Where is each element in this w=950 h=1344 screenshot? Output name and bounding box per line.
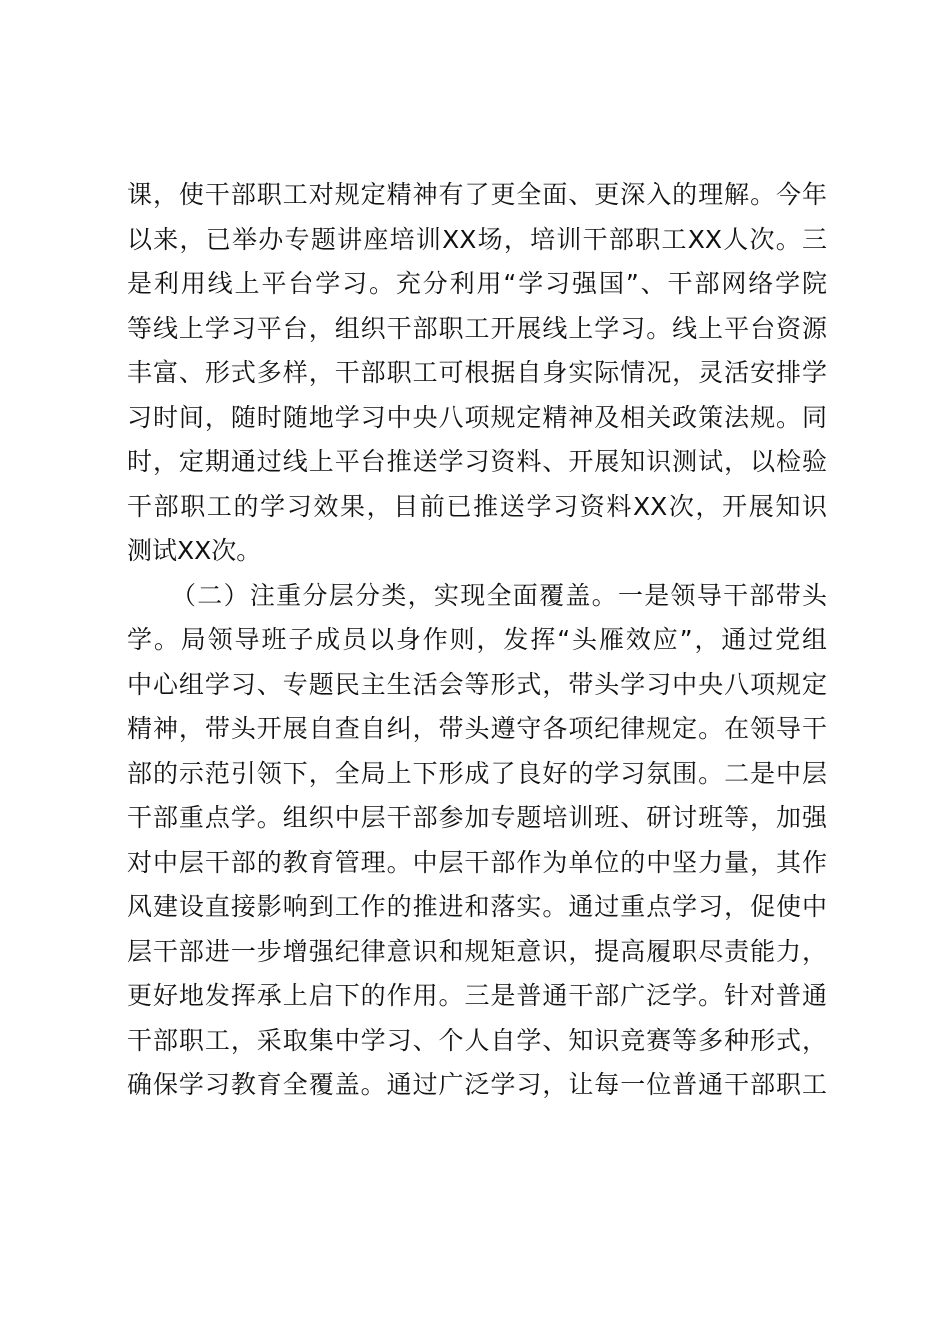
text-line: 层干部进一步增强纪律意识和规矩意识，提高履职尽责能力，: [127, 936, 827, 966]
text-line: 学。局领导班子成员以身作则，发挥“头雁效应”，通过党组: [127, 625, 827, 654]
text-line: 课，使干部职工对规定精神有了更全面、更深入的理解。今年: [127, 180, 827, 209]
text-line: 中心组学习、专题民主生活会等形式，带头学习中央八项规定: [127, 669, 827, 699]
text-line: 干部职工的学习效果，目前已推送学习资料XX次，开展知识: [127, 491, 827, 521]
text-line: 测试XX次。: [127, 536, 262, 565]
text-line: 习时间，随时随地学习中央八项规定精神及相关政策法规。同: [127, 402, 827, 432]
text-line: 精神，带头开展自查自纠，带头遵守各项纪律规定。在领导干: [127, 714, 827, 743]
text-line: 干部职工，采取集中学习、个人自学、知识竞赛等多种形式，: [127, 1025, 827, 1055]
text-line: 对中层干部的教育管理。中层干部作为单位的中坚力量，其作: [127, 847, 827, 877]
text-line: 时，定期通过线上平台推送学习资料、开展知识测试，以检验: [127, 447, 827, 476]
text-line: 干部重点学。组织中层干部参加专题培训班、研讨班等，加强: [127, 803, 827, 832]
section-heading-line: （二）注重分层分类，实现全面覆盖。一是领导干部带头: [171, 580, 827, 610]
text-line: 更好地发挥承上启下的作用。三是普通干部广泛学。针对普通: [127, 981, 827, 1010]
body-text: [127, 173, 827, 1108]
text-line: 丰富、形式多样，干部职工可根据自身实际情况，灵活安排学: [127, 358, 827, 387]
text-line: 以来，已举办专题讲座培训XX场，培训干部职工XX人次。三: [127, 224, 827, 254]
text-line: 风建设直接影响到工作的推进和落实。通过重点学习，促使中: [127, 892, 827, 921]
text-line: 确保学习教育全覆盖。通过广泛学习，让每一位普通干部职工: [127, 1070, 827, 1099]
text-line: 是利用线上平台学习。充分利用“学习强国”、干部网络学院: [127, 269, 827, 298]
text-line: 部的示范引领下，全局上下形成了良好的学习氛围。二是中层: [127, 758, 827, 788]
text-line: 等线上学习平台，组织干部职工开展线上学习。线上平台资源: [127, 313, 827, 343]
